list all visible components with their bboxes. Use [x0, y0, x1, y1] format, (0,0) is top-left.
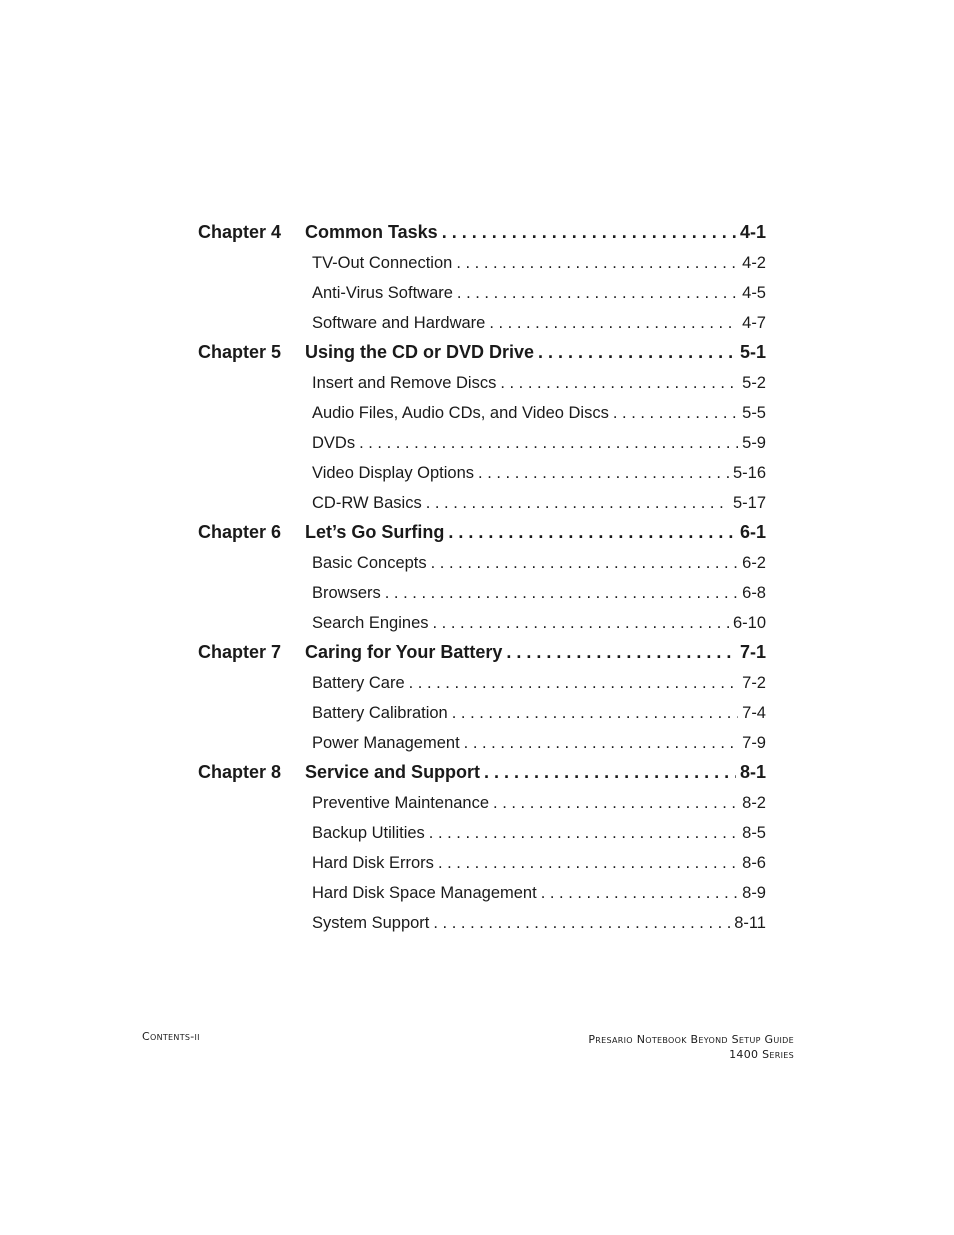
entry-title: Preventive Maintenance: [312, 794, 490, 812]
chapter-number: Chapter 6: [198, 522, 282, 542]
entry-line: [312, 794, 766, 813]
toc-entry[interactable]: [198, 548, 766, 578]
entry-page-number: 5-17: [732, 494, 766, 512]
dot-leader: [493, 794, 738, 813]
toc-entry[interactable]: [198, 458, 766, 488]
entry-page-number: 5-5: [742, 404, 766, 422]
toc-entry[interactable]: [198, 428, 766, 458]
entry-title: CD-RW Basics: [312, 494, 422, 512]
dot-leader: [448, 522, 736, 543]
entry-title: Video Display Options: [312, 464, 475, 482]
entry-title: Power Management: [312, 734, 460, 752]
toc-entry[interactable]: [198, 278, 766, 308]
dot-leader: [506, 642, 736, 663]
entry-line: [312, 884, 766, 903]
dot-leader: [359, 434, 738, 453]
entry-page-number: 5-2: [742, 374, 766, 392]
entry-line: [312, 584, 766, 603]
entry-line: [312, 494, 766, 513]
entry-line: [312, 854, 766, 873]
chapter-row[interactable]: [198, 338, 766, 368]
chapter-number: Chapter 8: [198, 762, 282, 782]
entry-line: [312, 554, 766, 573]
dot-leader: [429, 824, 738, 843]
entry-line: [312, 254, 766, 273]
entry-title: System Support: [312, 914, 430, 932]
entry-page-number: 5-9: [742, 434, 766, 452]
toc-entry[interactable]: [198, 728, 766, 758]
chapter-line: [305, 642, 766, 663]
entry-title: TV-Out Connection: [312, 254, 453, 272]
chapter-title: Using the CD or DVD Drive: [305, 342, 535, 362]
toc-entry[interactable]: [198, 398, 766, 428]
entry-page-number: 4-7: [742, 314, 766, 332]
dot-leader: [431, 554, 739, 573]
chapter-page-number: 4-1: [739, 222, 766, 242]
dot-leader: [452, 704, 738, 723]
toc-entry[interactable]: [198, 788, 766, 818]
entry-page-number: 8-6: [742, 854, 766, 872]
dot-leader: [433, 614, 729, 633]
entry-title: Hard Disk Space Management: [312, 884, 537, 902]
entry-page-number: 8-5: [742, 824, 766, 842]
entry-line: [312, 704, 766, 723]
entry-line: [312, 284, 766, 303]
entry-page-number: 7-2: [742, 674, 766, 692]
dot-leader: [438, 854, 738, 873]
chapter-row[interactable]: [198, 638, 766, 668]
entry-page-number: 4-2: [742, 254, 766, 272]
dot-leader: [442, 222, 736, 243]
table-of-contents: [198, 218, 766, 938]
dot-leader: [489, 314, 738, 333]
chapter-number: Chapter 5: [198, 342, 282, 362]
entry-line: [312, 374, 766, 393]
chapter-row[interactable]: [198, 218, 766, 248]
entry-title: DVDs: [312, 434, 356, 452]
entry-page-number: 8-9: [742, 884, 766, 902]
chapter-line: [305, 342, 766, 363]
entry-page-number: 7-4: [742, 704, 766, 722]
dot-leader: [457, 284, 738, 303]
dot-leader: [385, 584, 738, 603]
chapter-page-number: 7-1: [739, 642, 766, 662]
entry-title: Backup Utilities: [312, 824, 425, 842]
entry-line: [312, 674, 766, 693]
toc-entry[interactable]: [198, 308, 766, 338]
entry-line: [312, 434, 766, 453]
dot-leader: [409, 674, 739, 693]
entry-title: Basic Concepts: [312, 554, 427, 572]
chapter-line: [305, 522, 766, 543]
chapter-title: Common Tasks: [305, 222, 438, 242]
dot-leader: [464, 734, 738, 753]
toc-entry[interactable]: [198, 908, 766, 938]
dot-leader: [426, 494, 729, 513]
dot-leader: [433, 914, 730, 933]
dot-leader: [456, 254, 738, 273]
entry-title: Battery Care: [312, 674, 405, 692]
chapter-line: [305, 762, 766, 783]
footer-series-line: 1400 Series: [729, 1048, 794, 1061]
entry-line: [312, 734, 766, 753]
toc-entry[interactable]: [198, 488, 766, 518]
entry-title: Anti-Virus Software: [312, 284, 453, 302]
entry-title: Insert and Remove Discs: [312, 374, 497, 392]
chapter-number: Chapter 4: [198, 222, 282, 242]
entry-line: [312, 614, 766, 633]
chapter-row[interactable]: [198, 758, 766, 788]
entry-page-number: 4-5: [742, 284, 766, 302]
entry-line: [312, 824, 766, 843]
entry-title: Audio Files, Audio CDs, and Video Discs: [312, 404, 609, 422]
toc-entry[interactable]: [198, 668, 766, 698]
chapter-row[interactable]: [198, 518, 766, 548]
footer-book-title: [588, 1032, 794, 1062]
entry-page-number: 6-8: [742, 584, 766, 602]
dot-leader: [613, 404, 738, 423]
footer-title-line: Presario Notebook Beyond Setup Guide: [588, 1033, 794, 1046]
entry-page-number: 6-10: [732, 614, 766, 632]
entry-line: [312, 914, 766, 933]
entry-line: [312, 404, 766, 423]
entry-title: Browsers: [312, 584, 381, 602]
toc-entry[interactable]: [198, 578, 766, 608]
entry-page-number: 5-16: [732, 464, 766, 482]
toc-entry[interactable]: [198, 608, 766, 638]
entry-line: [312, 314, 766, 333]
entry-page-number: 8-2: [742, 794, 766, 812]
dot-leader: [484, 762, 736, 783]
toc-entry[interactable]: [198, 878, 766, 908]
entry-title: Hard Disk Errors: [312, 854, 434, 872]
chapter-title: Let’s Go Surfing: [305, 522, 445, 542]
footer-page-label: Contents-ii: [142, 1030, 200, 1043]
dot-leader: [541, 884, 738, 903]
dot-leader: [538, 342, 736, 363]
chapter-line: [305, 222, 766, 243]
entry-page-number: 7-9: [742, 734, 766, 752]
toc-entry[interactable]: [198, 698, 766, 728]
toc-entry[interactable]: [198, 848, 766, 878]
entry-page-number: 6-2: [742, 554, 766, 572]
chapter-title: Service and Support: [305, 762, 481, 782]
chapter-number: Chapter 7: [198, 642, 282, 662]
entry-title: Battery Calibration: [312, 704, 448, 722]
toc-entry[interactable]: [198, 818, 766, 848]
chapter-page-number: 5-1: [739, 342, 766, 362]
entry-page-number: 8-11: [734, 914, 766, 932]
dot-leader: [478, 464, 729, 483]
chapter-title: Caring for Your Battery: [305, 642, 503, 662]
toc-entry[interactable]: [198, 248, 766, 278]
entry-title: Software and Hardware: [312, 314, 486, 332]
entry-title: Search Engines: [312, 614, 429, 632]
chapter-page-number: 6-1: [739, 522, 766, 542]
chapter-page-number: 8-1: [739, 762, 766, 782]
entry-line: [312, 464, 766, 483]
toc-entry[interactable]: [198, 368, 766, 398]
dot-leader: [500, 374, 738, 393]
